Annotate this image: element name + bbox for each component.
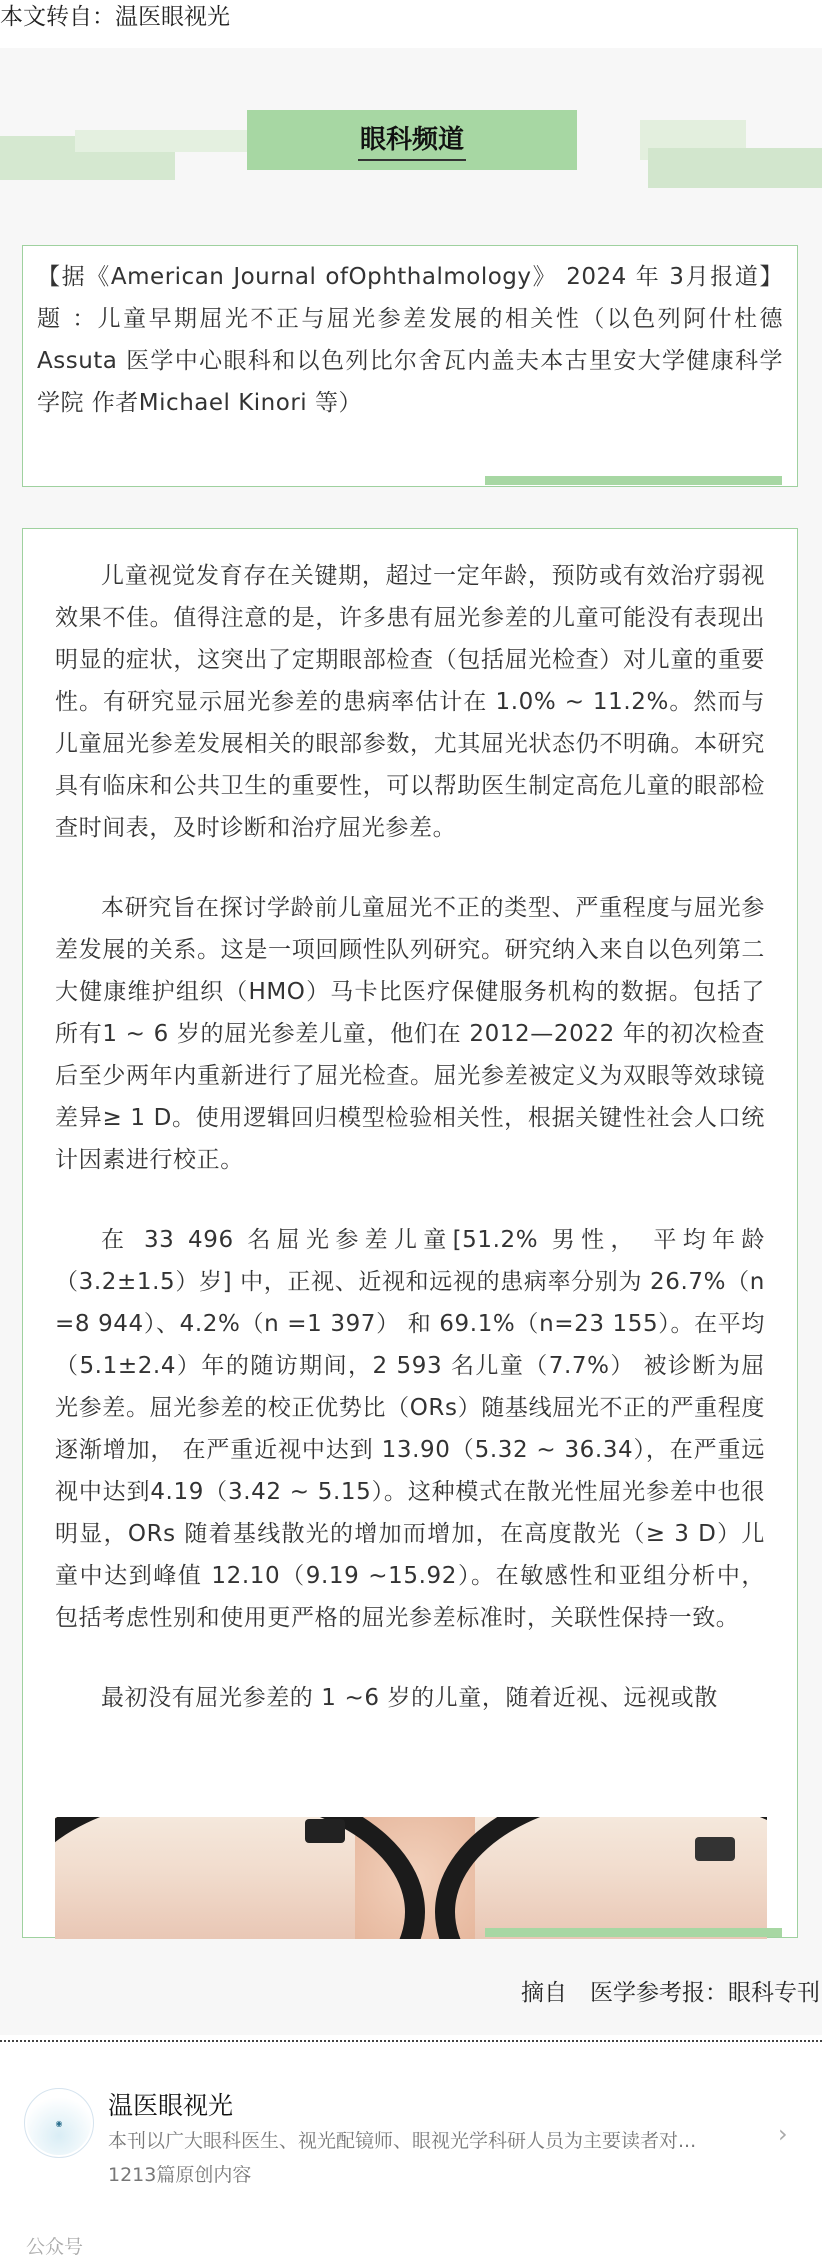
account-avatar (24, 2088, 94, 2158)
lens-ring-left (55, 1817, 425, 1939)
decor-bar (485, 476, 782, 485)
lens-ring-right (435, 1817, 767, 1939)
account-name: 温医眼视光 (108, 2091, 234, 2120)
main-text-box (22, 528, 798, 1938)
source-text: 【据《American Journal ofOphthalmology》 2024 年 3月报道】题 ：儿童早期屈光不正与屈光参差发展的相关性（以色列阿什杜德 Assuta 医学中心眼科和以色列比尔舍瓦内盖夫本古里安大学健康科学学院 作者Michael Kinori 等） (37, 264, 783, 416)
account-article-count: 1213篇原创内容 (108, 2164, 252, 2186)
paragraph-2: 本研究旨在探讨学龄前儿童屈光不正的类型、严重程度与屈光参差发展的关系。这是一项回顾性队列研究。研究纳入来自以色列第二大健康维护组织（HMO）马卡比医疗保健服务机构的数据。包括了所有1 ~ 6 岁的屈光参差儿童，他们在 2012—2022 年的初次检查后至少两年内重新进行了屈光检查。屈光参差被定义为双眼等效球镜差异≥ 1 D。使用逻辑回归模型检验相关性，根据关键性社会人口统计因素进行校正。 (55, 895, 765, 1173)
account-card[interactable] (22, 2072, 800, 2202)
dotted-divider (0, 2040, 822, 2042)
article-body (0, 48, 822, 2035)
column-title-box (247, 110, 577, 170)
footer-label: 公众号 (26, 2236, 84, 2258)
chevron-right-icon: › (778, 2120, 788, 2148)
phoropter-knob (305, 1819, 345, 1843)
repost-line: 本文转自：温医眼视光 (0, 4, 230, 30)
source-credit: 摘自 医学参考报：眼科专刊 (521, 1980, 820, 2006)
phoropter-knob (695, 1837, 735, 1861)
paragraph-4: 最初没有屈光参差的 1 ~6 岁的儿童，随着近视、远视或散 (101, 1685, 718, 1711)
account-description: 本刊以广大眼科医生、视光配镜师、眼视光学科研人员为主要读者对... (108, 2130, 697, 2152)
avatar-logo-icon: ◉ (27, 2091, 91, 2155)
paragraph-3: 在 33 496 名屈光参差儿童[51.2% 男性， 平均年龄（3.2±1.5）岁] 中，正视、近视和远视的患病率分别为 26.7%（n =8 944）、4.2%（n =1 397） 和 69.1%（n=23 155）。在平均（5.1±2.4）年的随访期间，2 593 名儿童（7.7%） 被诊断为屈光参差。屈光参差的校正优势比（ORs）随基线屈光不正的严重程度逐渐增加， 在严重近视中达到 13.90（5.32 ~ 36.34），在严重远视中达到4.19（3.42 ~ 5.15）。这种模式在散光性屈光参差中也很明显，ORs 随着基线散光的增加而增加，在高度散光（≥ 3 D）儿童中达到峰值 12.10（9.19 ~15.92）。在敏感性和亚组分析中，包括考虑性别和使用更严格的屈光参差标准时，关联性保持一致。 (55, 1227, 765, 1631)
decor-bar (485, 1928, 782, 1937)
paragraph-1: 儿童视觉发育存在关键期，超过一定年龄，预防或有效治疗弱视效果不佳。值得注意的是，许多患有屈光参差的儿童可能没有表现出明显的症状，这突出了定期眼部检查（包括屈光检查）对儿童的重要性。有研究显示屈光参差的患病率估计在 1.0% ~ 11.2%。然而与儿童屈光参差发展相关的眼部参数，尤其屈光状态仍不明确。本研究具有临床和公共卫生的重要性，可以帮助医生制定高危儿童的眼部检查时间表，及时诊断和治疗屈光参差。 (55, 563, 765, 841)
eye-exam-photo (55, 1817, 767, 1939)
source-box (22, 245, 798, 487)
decor-band (648, 148, 822, 188)
decor-band (75, 130, 247, 152)
column-title: 眼科频道 (358, 119, 466, 161)
